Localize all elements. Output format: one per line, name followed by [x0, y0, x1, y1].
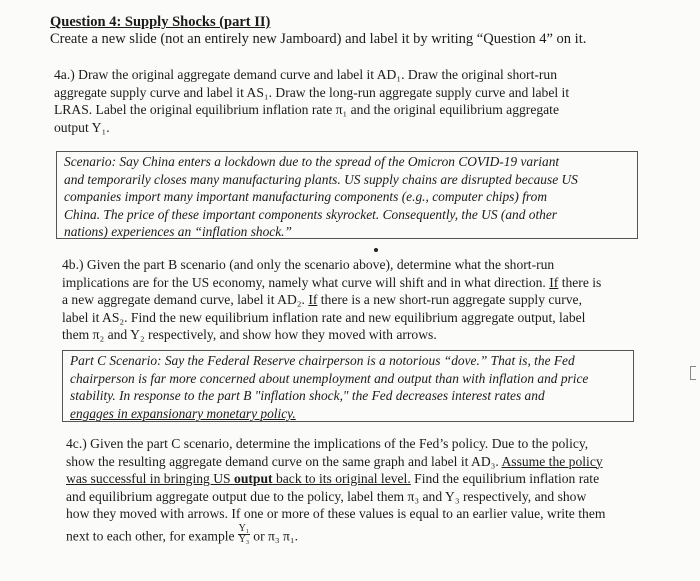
- part-4a-line: aggregate supply curve and label it AS₁. Draw the long-run aggregate supply curve and label it: [54, 84, 570, 100]
- example-fraction: $\frac{\text{Y₁}}{\text{Y₃}}$: [238, 522, 250, 545]
- part-4c-text: [66, 435, 605, 548]
- scenario-b-box: [56, 151, 638, 239]
- part-4a-line: output Y₁.: [54, 119, 110, 135]
- part-4b-line: implications are for the US economy, namely what curve will shift and in what direction. If there is: [62, 274, 602, 290]
- scenario-c-line: engages in expansionary monetary policy.: [70, 405, 296, 421]
- part-4a-line: 4a.) Draw the original aggregate demand curve and label it AD₁. Draw the original short-run: [54, 67, 558, 82]
- scenario-c-line: chairperson is far more concerned about unemployment and output than with inflation and price: [70, 370, 589, 386]
- part-4b-line: label it AS₂. Find the new equilibrium inflation rate and new equilibrium aggregate output, label: [62, 309, 586, 325]
- scenario-c-line: stability. In response to the part B "inflation shock," the Fed decreases interest rates and: [70, 388, 545, 404]
- part-4c-line: 4c.) Given the part C scenario, determine the implications of the Fed’s policy. Due to the policy,: [66, 436, 589, 451]
- scenario-b-line: nations) experiences an “inflation shock.”: [64, 224, 292, 240]
- part-4b-line: 4b.) Given the part B scenario (and only the scenario above), determine what the short-run: [62, 257, 555, 272]
- part-4c-line: how they moved with arrows. If one or more of these values is equal to an earlier value, write them: [66, 506, 606, 522]
- part-4c-line: was successful in bringing US output back to its original level. Find the equilibrium inflation rate: [66, 471, 600, 487]
- part-4c-line: next to each other, for example $\frac{\text{Y₁}}{\text{Y₃}}$ or π₃ π₁.: [66, 522, 299, 545]
- scenario-b-line: companies import many important manufacturing components (e.g., computer chips) from: [64, 189, 547, 205]
- question-title: Question 4: Supply Shocks (part II): [50, 14, 271, 30]
- part-4a-line: LRAS. Label the original equilibrium inflation rate π₁ and the original equilibrium aggregate: [54, 102, 559, 118]
- question-instruction: Create a new slide (not an entirely new Jamboard) and label it by writing “Question 4” on it.: [50, 31, 587, 47]
- part-4a-text: [54, 66, 569, 136]
- edge-bracket-icon: [690, 366, 696, 380]
- scenario-b-line: Scenario: Say China enters a lockdown due to the spread of the Omicron COVID-19 variant: [64, 154, 560, 169]
- scenario-c-line: Part C Scenario: Say the Federal Reserve chairperson is a notorious “dove.” That is, the Fed: [70, 353, 575, 368]
- scenario-b-line: China. The price of these important components skyrocket. Consequently, the US (and other: [64, 206, 558, 222]
- part-4b-line: a new aggregate demand curve, label it AD₂. If there is a new short-run aggregate supply curve,: [62, 292, 582, 308]
- stray-dot: [374, 248, 378, 252]
- part-4b-line: them π₂ and Y₂ respectively, and show how they moved with arrows.: [62, 327, 437, 343]
- scenario-b-line: and temporarily closes many manufacturing plants. US supply chains are disrupted because US: [64, 171, 578, 187]
- part-4c-line: show the resulting aggregate demand curve on the same graph and label it AD₃. Assume the policy: [66, 453, 603, 469]
- scenario-c-box: [62, 350, 634, 422]
- part-4b-text: [62, 256, 601, 344]
- part-4c-line: and equilibrium aggregate output due to the policy, label them π₃ and Y₃ respectively, and show: [66, 488, 587, 504]
